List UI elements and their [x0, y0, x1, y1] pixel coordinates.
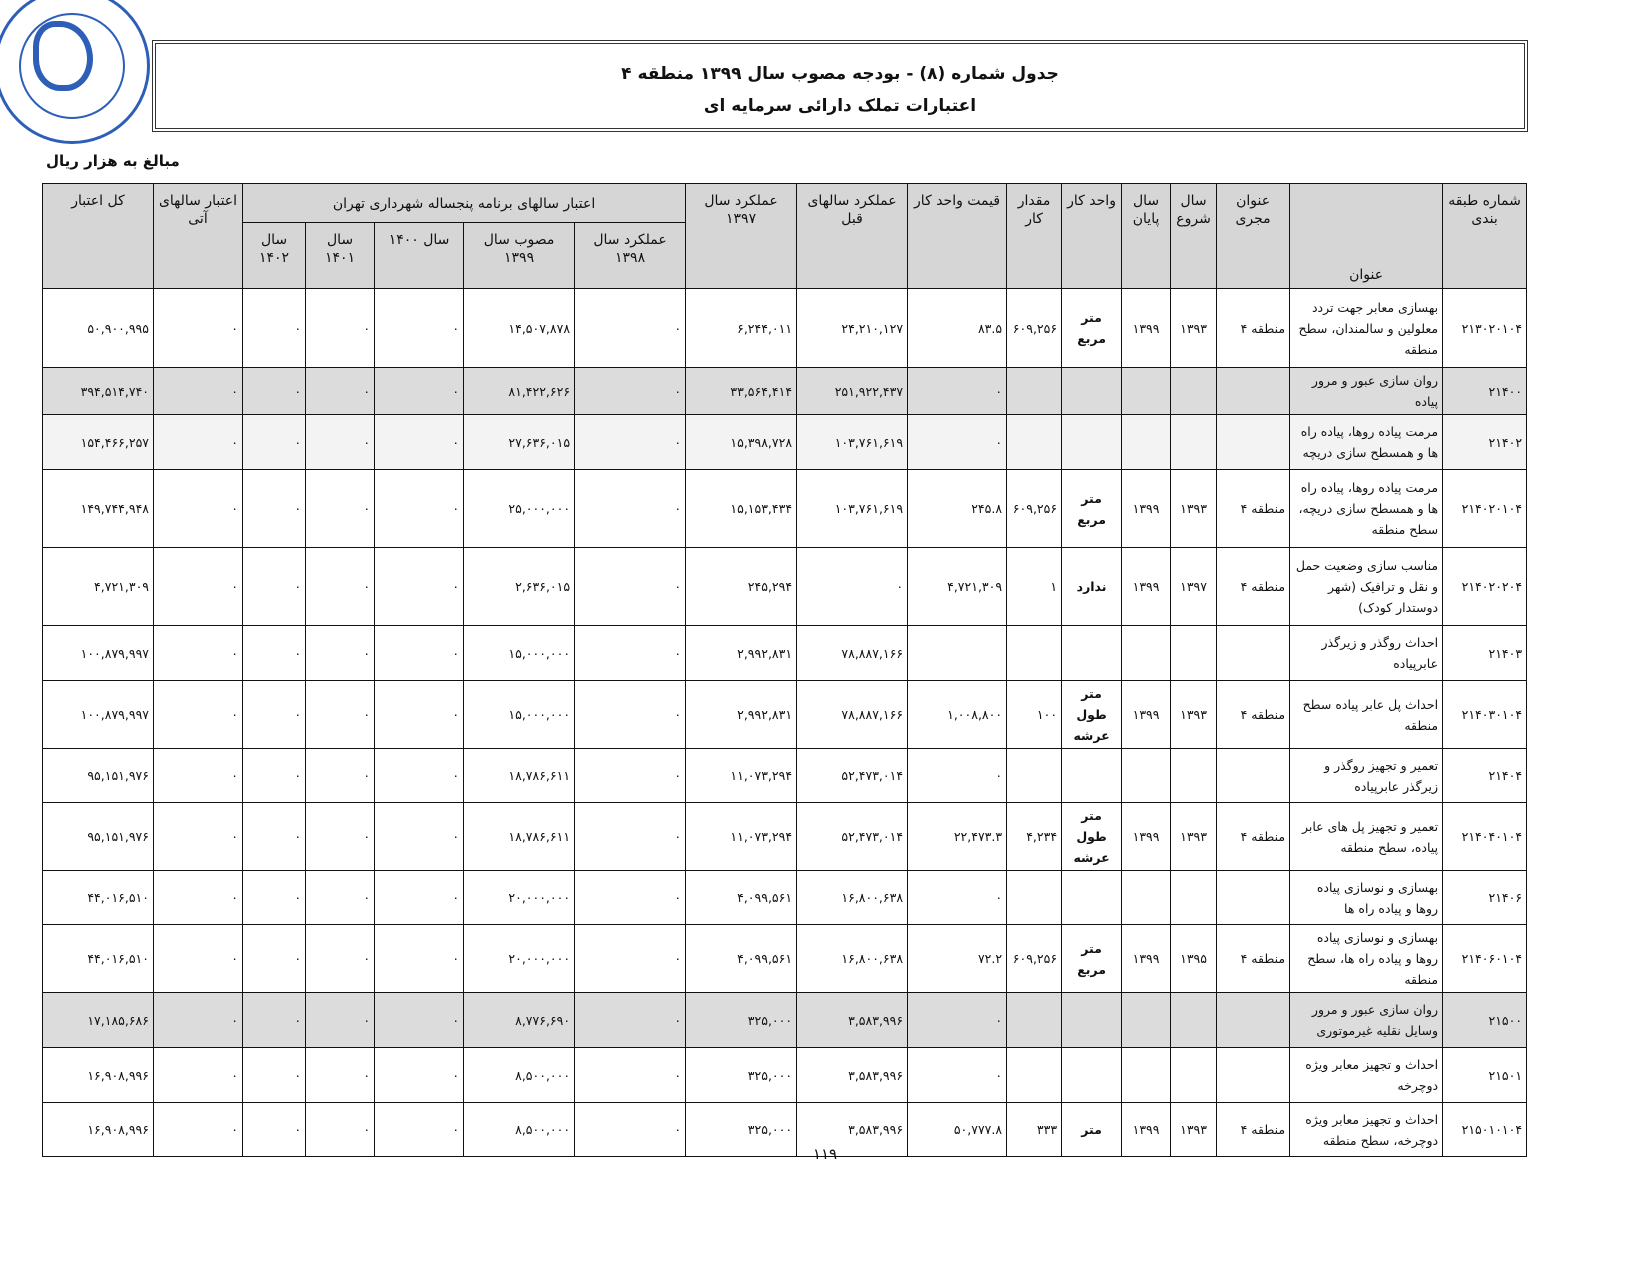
cell-quantity	[1007, 626, 1062, 681]
col-code: شماره طبقه بندی	[1443, 184, 1527, 289]
cell-perf-1398: ۰	[575, 803, 686, 871]
cell-prev-performance: ۱۶,۸۰۰,۶۳۸	[797, 925, 908, 993]
cell-prev-performance: ۲۵۱,۹۲۲,۴۳۷	[797, 368, 908, 415]
cell-perf-1398: ۰	[575, 871, 686, 925]
cell-unit-price: ۲۲,۴۷۳.۳	[908, 803, 1007, 871]
cell-perf-1397: ۶,۲۴۴,۰۱۱	[686, 289, 797, 368]
cell-year-1401: ۰	[306, 470, 375, 548]
cell-start-year: ۱۳۹۷	[1171, 548, 1217, 626]
cell-future-years: ۰	[154, 993, 243, 1048]
cell-end-year: ۱۳۹۹	[1122, 1103, 1171, 1157]
page-number: ۱۱۹	[812, 1145, 838, 1163]
cell-start-year	[1171, 749, 1217, 803]
cell-prev-performance: ۱۰۳,۷۶۱,۶۱۹	[797, 415, 908, 470]
col-unit: واحد کار	[1062, 184, 1122, 289]
cell-year-1400: ۰	[375, 993, 464, 1048]
col-group-five-year-program: اعتبار سالهای برنامه پنجساله شهرداری تهران	[243, 184, 686, 223]
cell-unit	[1062, 415, 1122, 470]
cell-year-1400: ۰	[375, 925, 464, 993]
cell-year-1402: ۰	[243, 368, 306, 415]
cell-future-years: ۰	[154, 470, 243, 548]
cell-approved-1399: ۱۵,۰۰۰,۰۰۰	[464, 626, 575, 681]
cell-approved-1399: ۲,۶۳۶,۰۱۵	[464, 548, 575, 626]
cell-unit: ندارد	[1062, 548, 1122, 626]
cell-unit-price: ۵۰,۷۷۷.۸	[908, 1103, 1007, 1157]
cell-year-1400: ۰	[375, 626, 464, 681]
cell-year-1402: ۰	[243, 1103, 306, 1157]
table-row	[43, 470, 1527, 548]
cell-future-years: ۰	[154, 289, 243, 368]
cell-unit-price: ۰	[908, 871, 1007, 925]
cell-year-1402: ۰	[243, 803, 306, 871]
cell-code: ۲۱۵۰۱	[1443, 1048, 1527, 1103]
cell-unit-price: ۸۳.۵	[908, 289, 1007, 368]
cell-end-year: ۱۳۹۹	[1122, 681, 1171, 749]
cell-quantity	[1007, 368, 1062, 415]
table-row	[43, 548, 1527, 626]
cell-total: ۴۴,۰۱۶,۵۱۰	[43, 925, 154, 993]
cell-start-year	[1171, 415, 1217, 470]
cell-perf-1397: ۲,۹۹۲,۸۳۱	[686, 626, 797, 681]
cell-year-1401: ۰	[306, 803, 375, 871]
cell-code: ۲۱۴۰۶	[1443, 871, 1527, 925]
table-row	[43, 993, 1527, 1048]
cell-code: ۲۱۴۰۲۰۱۰۴	[1443, 470, 1527, 548]
cell-future-years: ۰	[154, 626, 243, 681]
cell-start-year	[1171, 1048, 1217, 1103]
cell-approved-1399: ۱۸,۷۸۶,۶۱۱	[464, 749, 575, 803]
title-box	[152, 40, 1528, 132]
cell-title: بهسازی و نوسازی پیاده روها و پیاده راه ها، سطح منطقه	[1290, 925, 1443, 993]
cell-year-1402: ۰	[243, 470, 306, 548]
cell-unit: متر مربع	[1062, 289, 1122, 368]
table-row	[43, 1048, 1527, 1103]
unit-note: مبالغ به هزار ریال	[46, 152, 180, 170]
cell-prev-performance: ۲۴,۲۱۰,۱۲۷	[797, 289, 908, 368]
cell-title: بهسازی معابر جهت تردد معلولین و سالمندان، سطح منطقه	[1290, 289, 1443, 368]
cell-unit-price: ۰	[908, 993, 1007, 1048]
table-row	[43, 749, 1527, 803]
cell-future-years: ۰	[154, 368, 243, 415]
table-row	[43, 803, 1527, 871]
table-row	[43, 925, 1527, 993]
cell-perf-1398: ۰	[575, 681, 686, 749]
cell-executor: منطقه ۴	[1217, 289, 1290, 368]
cell-quantity: ۶۰۹,۲۵۶	[1007, 289, 1062, 368]
cell-perf-1397: ۱۵,۳۹۸,۷۲۸	[686, 415, 797, 470]
cell-unit	[1062, 368, 1122, 415]
cell-end-year	[1122, 1048, 1171, 1103]
cell-approved-1399: ۲۵,۰۰۰,۰۰۰	[464, 470, 575, 548]
cell-quantity	[1007, 749, 1062, 803]
cell-executor: منطقه ۴	[1217, 681, 1290, 749]
col-total: کل اعتبار	[43, 184, 154, 289]
cell-perf-1398: ۰	[575, 1048, 686, 1103]
cell-start-year: ۱۳۹۳	[1171, 470, 1217, 548]
cell-perf-1398: ۰	[575, 925, 686, 993]
cell-year-1401: ۰	[306, 415, 375, 470]
cell-approved-1399: ۱۸,۷۸۶,۶۱۱	[464, 803, 575, 871]
cell-quantity: ۶۰۹,۲۵۶	[1007, 470, 1062, 548]
cell-perf-1397: ۳۳,۵۶۴,۴۱۴	[686, 368, 797, 415]
cell-year-1400: ۰	[375, 749, 464, 803]
cell-approved-1399: ۲۰,۰۰۰,۰۰۰	[464, 871, 575, 925]
col-perf-1397: عملکرد سال ۱۳۹۷	[686, 184, 797, 289]
cell-total: ۱۵۴,۴۶۶,۲۵۷	[43, 415, 154, 470]
cell-prev-performance: ۵۲,۴۷۳,۰۱۴	[797, 749, 908, 803]
cell-perf-1397: ۱۵,۱۵۳,۴۳۴	[686, 470, 797, 548]
cell-start-year: ۱۳۹۵	[1171, 925, 1217, 993]
cell-end-year: ۱۳۹۹	[1122, 289, 1171, 368]
cell-prev-performance: ۱۶,۸۰۰,۶۳۸	[797, 871, 908, 925]
cell-unit-price: ۰	[908, 415, 1007, 470]
cell-start-year	[1171, 368, 1217, 415]
cell-unit-price: ۷۲.۲	[908, 925, 1007, 993]
cell-perf-1397: ۲,۹۹۲,۸۳۱	[686, 681, 797, 749]
cell-title: بهسازی و نوسازی پیاده روها و پیاده راه ها	[1290, 871, 1443, 925]
cell-prev-performance: ۳,۵۸۳,۹۹۶	[797, 993, 908, 1048]
table-row	[43, 681, 1527, 749]
cell-year-1402: ۰	[243, 289, 306, 368]
col-quantity: مقدار کار	[1007, 184, 1062, 289]
cell-prev-performance: ۷۸,۸۸۷,۱۶۶	[797, 681, 908, 749]
cell-quantity: ۱۰۰	[1007, 681, 1062, 749]
cell-title: احداث و تجهیز معابر ویژه دوچرخه	[1290, 1048, 1443, 1103]
col-year-1402: سال ۱۴۰۲	[243, 223, 306, 289]
cell-year-1402: ۰	[243, 925, 306, 993]
cell-executor	[1217, 415, 1290, 470]
cell-year-1401: ۰	[306, 1103, 375, 1157]
col-future-years: اعتبار سالهای آتی	[154, 184, 243, 289]
cell-total: ۱۴۹,۷۴۴,۹۴۸	[43, 470, 154, 548]
cell-year-1401: ۰	[306, 548, 375, 626]
cell-quantity	[1007, 871, 1062, 925]
table-row	[43, 626, 1527, 681]
cell-perf-1398: ۰	[575, 548, 686, 626]
cell-perf-1398: ۰	[575, 1103, 686, 1157]
cell-quantity: ۳۳۳	[1007, 1103, 1062, 1157]
cell-code: ۲۱۴۰۲۰۲۰۴	[1443, 548, 1527, 626]
cell-end-year	[1122, 368, 1171, 415]
cell-perf-1398: ۰	[575, 289, 686, 368]
cell-year-1401: ۰	[306, 626, 375, 681]
cell-executor	[1217, 368, 1290, 415]
cell-total: ۱۰۰,۸۷۹,۹۹۷	[43, 681, 154, 749]
cell-approved-1399: ۲۷,۶۳۶,۰۱۵	[464, 415, 575, 470]
cell-executor	[1217, 871, 1290, 925]
cell-prev-performance: ۵۲,۴۷۳,۰۱۴	[797, 803, 908, 871]
cell-future-years: ۰	[154, 1103, 243, 1157]
cell-year-1401: ۰	[306, 925, 375, 993]
cell-year-1400: ۰	[375, 415, 464, 470]
col-year-1401: سال ۱۴۰۱	[306, 223, 375, 289]
cell-year-1400: ۰	[375, 470, 464, 548]
cell-future-years: ۰	[154, 749, 243, 803]
cell-total: ۱۰۰,۸۷۹,۹۹۷	[43, 626, 154, 681]
col-prev-performance: عملکرد سالهای قبل	[797, 184, 908, 289]
cell-approved-1399: ۸,۵۰۰,۰۰۰	[464, 1103, 575, 1157]
cell-quantity: ۶۰۹,۲۵۶	[1007, 925, 1062, 993]
cell-end-year: ۱۳۹۹	[1122, 470, 1171, 548]
cell-total: ۹۵,۱۵۱,۹۷۶	[43, 803, 154, 871]
cell-title: احداث روگذر و زیرگذر عابرپیاده	[1290, 626, 1443, 681]
cell-total: ۹۵,۱۵۱,۹۷۶	[43, 749, 154, 803]
cell-future-years: ۰	[154, 803, 243, 871]
cell-code: ۲۱۵۰۱۰۱۰۴	[1443, 1103, 1527, 1157]
cell-code: ۲۱۴۰۳	[1443, 626, 1527, 681]
table-row	[43, 415, 1527, 470]
col-end-year: سال پایان	[1122, 184, 1171, 289]
cell-end-year: ۱۳۹۹	[1122, 803, 1171, 871]
cell-total: ۵۰,۹۰۰,۹۹۵	[43, 289, 154, 368]
cell-end-year: ۱۳۹۹	[1122, 548, 1171, 626]
cell-year-1401: ۰	[306, 871, 375, 925]
cell-future-years: ۰	[154, 548, 243, 626]
cell-quantity: ۴,۲۳۴	[1007, 803, 1062, 871]
cell-unit	[1062, 871, 1122, 925]
cell-year-1402: ۰	[243, 749, 306, 803]
cell-unit-price	[908, 626, 1007, 681]
council-stamp-logo	[0, 0, 150, 144]
cell-executor	[1217, 993, 1290, 1048]
cell-future-years: ۰	[154, 1048, 243, 1103]
cell-perf-1397: ۲۴۵,۲۹۴	[686, 548, 797, 626]
cell-unit-price: ۰	[908, 368, 1007, 415]
cell-executor: منطقه ۴	[1217, 925, 1290, 993]
cell-unit	[1062, 993, 1122, 1048]
cell-end-year	[1122, 871, 1171, 925]
cell-end-year	[1122, 415, 1171, 470]
cell-title: تعمیر و تجهیز پل های عابر پیاده، سطح منطقه	[1290, 803, 1443, 871]
cell-year-1400: ۰	[375, 803, 464, 871]
cell-unit	[1062, 749, 1122, 803]
cell-perf-1398: ۰	[575, 626, 686, 681]
cell-unit-price: ۰	[908, 749, 1007, 803]
cell-year-1401: ۰	[306, 993, 375, 1048]
cell-prev-performance: ۱۰۳,۷۶۱,۶۱۹	[797, 470, 908, 548]
cell-title: مرمت پیاده روها، پیاده راه ها و همسطح سازی دریچه	[1290, 415, 1443, 470]
cell-prev-performance: ۰	[797, 548, 908, 626]
cell-unit-price: ۲۴۵.۸	[908, 470, 1007, 548]
cell-title: احداث و تجهیز معابر ویژه دوچرخه، سطح منطقه	[1290, 1103, 1443, 1157]
cell-approved-1399: ۱۴,۵۰۷,۸۷۸	[464, 289, 575, 368]
cell-year-1402: ۰	[243, 993, 306, 1048]
cell-title: روان سازی عبور و مرور وسایل نقلیه غیرموتوری	[1290, 993, 1443, 1048]
cell-quantity	[1007, 415, 1062, 470]
cell-perf-1397: ۳۲۵,۰۰۰	[686, 1048, 797, 1103]
cell-year-1400: ۰	[375, 289, 464, 368]
cell-perf-1398: ۰	[575, 415, 686, 470]
cell-executor: منطقه ۴	[1217, 548, 1290, 626]
cell-perf-1397: ۱۱,۰۷۳,۲۹۴	[686, 749, 797, 803]
col-year-1400: سال ۱۴۰۰	[375, 223, 464, 289]
cell-code: ۲۱۴۰۲	[1443, 415, 1527, 470]
cell-start-year: ۱۳۹۳	[1171, 803, 1217, 871]
cell-perf-1398: ۰	[575, 368, 686, 415]
cell-perf-1398: ۰	[575, 470, 686, 548]
cell-perf-1397: ۱۱,۰۷۳,۲۹۴	[686, 803, 797, 871]
col-title: عنوان	[1290, 184, 1443, 289]
cell-unit: متر طول عرشه	[1062, 681, 1122, 749]
cell-perf-1398: ۰	[575, 749, 686, 803]
cell-unit: متر طول عرشه	[1062, 803, 1122, 871]
page-title: جدول شماره (۸) - بودجه مصوب سال ۱۳۹۹ منطقه ۴	[621, 64, 1059, 84]
cell-executor: منطقه ۴	[1217, 803, 1290, 871]
budget-table-body	[43, 289, 1527, 1157]
cell-executor	[1217, 1048, 1290, 1103]
page-subtitle: اعتبارات تملک دارائی سرمایه ای	[703, 96, 977, 116]
cell-title: تعمیر و تجهیز روگذر و زیرگذر عابرپیاده	[1290, 749, 1443, 803]
cell-total: ۴,۷۲۱,۳۰۹	[43, 548, 154, 626]
cell-year-1402: ۰	[243, 548, 306, 626]
cell-year-1401: ۰	[306, 681, 375, 749]
cell-unit: متر مربع	[1062, 470, 1122, 548]
cell-unit-price: ۴,۷۲۱,۳۰۹	[908, 548, 1007, 626]
cell-year-1400: ۰	[375, 871, 464, 925]
cell-perf-1397: ۴,۰۹۹,۵۶۱	[686, 871, 797, 925]
cell-code: ۲۱۳۰۲۰۱۰۴	[1443, 289, 1527, 368]
cell-code: ۲۱۴۰۳۰۱۰۴	[1443, 681, 1527, 749]
cell-perf-1398: ۰	[575, 993, 686, 1048]
cell-approved-1399: ۸,۵۰۰,۰۰۰	[464, 1048, 575, 1103]
cell-unit	[1062, 626, 1122, 681]
cell-year-1400: ۰	[375, 1103, 464, 1157]
cell-executor	[1217, 626, 1290, 681]
table-row	[43, 289, 1527, 368]
cell-executor: منطقه ۴	[1217, 470, 1290, 548]
cell-end-year	[1122, 626, 1171, 681]
cell-approved-1399: ۸۱,۴۲۲,۶۲۶	[464, 368, 575, 415]
cell-quantity	[1007, 1048, 1062, 1103]
table-row	[43, 368, 1527, 415]
cell-prev-performance: ۳,۵۸۳,۹۹۶	[797, 1048, 908, 1103]
cell-title: روان سازی عبور و مرور پیاده	[1290, 368, 1443, 415]
budget-table	[42, 183, 1527, 1157]
cell-year-1400: ۰	[375, 1048, 464, 1103]
col-perf-1398: عملکرد سال ۱۳۹۸	[575, 223, 686, 289]
cell-start-year	[1171, 871, 1217, 925]
cell-unit	[1062, 1048, 1122, 1103]
cell-unit-price: ۱,۰۰۸,۸۰۰	[908, 681, 1007, 749]
cell-future-years: ۰	[154, 681, 243, 749]
cell-prev-performance: ۳,۵۸۳,۹۹۶	[797, 1103, 908, 1157]
cell-year-1400: ۰	[375, 548, 464, 626]
cell-perf-1397: ۳۲۵,۰۰۰	[686, 1103, 797, 1157]
cell-code: ۲۱۵۰۰	[1443, 993, 1527, 1048]
cell-year-1402: ۰	[243, 626, 306, 681]
cell-title: مناسب سازی وضعیت حمل و نقل و ترافیک (شهر دوستدار کودک)	[1290, 548, 1443, 626]
cell-year-1400: ۰	[375, 681, 464, 749]
cell-approved-1399: ۱۵,۰۰۰,۰۰۰	[464, 681, 575, 749]
cell-quantity: ۱	[1007, 548, 1062, 626]
col-approved-1399: مصوب سال ۱۳۹۹	[464, 223, 575, 289]
cell-unit: متر مربع	[1062, 925, 1122, 993]
cell-title: مرمت پیاده روها، پیاده راه ها و همسطح سازی دریچه، سطح منطقه	[1290, 470, 1443, 548]
col-unit-price: قیمت واحد کار	[908, 184, 1007, 289]
cell-year-1402: ۰	[243, 415, 306, 470]
cell-executor	[1217, 749, 1290, 803]
col-executor: عنوان مجری	[1217, 184, 1290, 289]
cell-end-year: ۱۳۹۹	[1122, 925, 1171, 993]
cell-quantity	[1007, 993, 1062, 1048]
cell-year-1401: ۰	[306, 749, 375, 803]
cell-future-years: ۰	[154, 415, 243, 470]
cell-start-year	[1171, 626, 1217, 681]
cell-year-1402: ۰	[243, 681, 306, 749]
cell-start-year: ۱۳۹۳	[1171, 681, 1217, 749]
cell-future-years: ۰	[154, 871, 243, 925]
cell-start-year: ۱۳۹۳	[1171, 1103, 1217, 1157]
cell-total: ۴۴,۰۱۶,۵۱۰	[43, 871, 154, 925]
cell-code: ۲۱۴۰۴	[1443, 749, 1527, 803]
col-start-year: سال شروع	[1171, 184, 1217, 289]
cell-unit-price: ۰	[908, 1048, 1007, 1103]
cell-title: احداث پل عابر پیاده سطح منطقه	[1290, 681, 1443, 749]
cell-year-1402: ۰	[243, 1048, 306, 1103]
cell-prev-performance: ۷۸,۸۸۷,۱۶۶	[797, 626, 908, 681]
cell-approved-1399: ۸,۷۷۶,۶۹۰	[464, 993, 575, 1048]
table-row	[43, 871, 1527, 925]
cell-future-years: ۰	[154, 925, 243, 993]
cell-year-1401: ۰	[306, 289, 375, 368]
cell-code: ۲۱۴۰۰	[1443, 368, 1527, 415]
cell-total: ۳۹۴,۵۱۴,۷۴۰	[43, 368, 154, 415]
cell-approved-1399: ۲۰,۰۰۰,۰۰۰	[464, 925, 575, 993]
cell-year-1400: ۰	[375, 368, 464, 415]
cell-perf-1397: ۴,۰۹۹,۵۶۱	[686, 925, 797, 993]
cell-end-year	[1122, 749, 1171, 803]
cell-year-1401: ۰	[306, 368, 375, 415]
cell-start-year: ۱۳۹۳	[1171, 289, 1217, 368]
cell-code: ۲۱۴۰۶۰۱۰۴	[1443, 925, 1527, 993]
cell-code: ۲۱۴۰۴۰۱۰۴	[1443, 803, 1527, 871]
cell-perf-1397: ۳۲۵,۰۰۰	[686, 993, 797, 1048]
cell-unit: متر	[1062, 1103, 1122, 1157]
cell-total: ۱۶,۹۰۸,۹۹۶	[43, 1103, 154, 1157]
cell-year-1401: ۰	[306, 1048, 375, 1103]
cell-end-year	[1122, 993, 1171, 1048]
cell-total: ۱۶,۹۰۸,۹۹۶	[43, 1048, 154, 1103]
cell-total: ۱۷,۱۸۵,۶۸۶	[43, 993, 154, 1048]
cell-executor: منطقه ۴	[1217, 1103, 1290, 1157]
cell-start-year	[1171, 993, 1217, 1048]
cell-year-1402: ۰	[243, 871, 306, 925]
